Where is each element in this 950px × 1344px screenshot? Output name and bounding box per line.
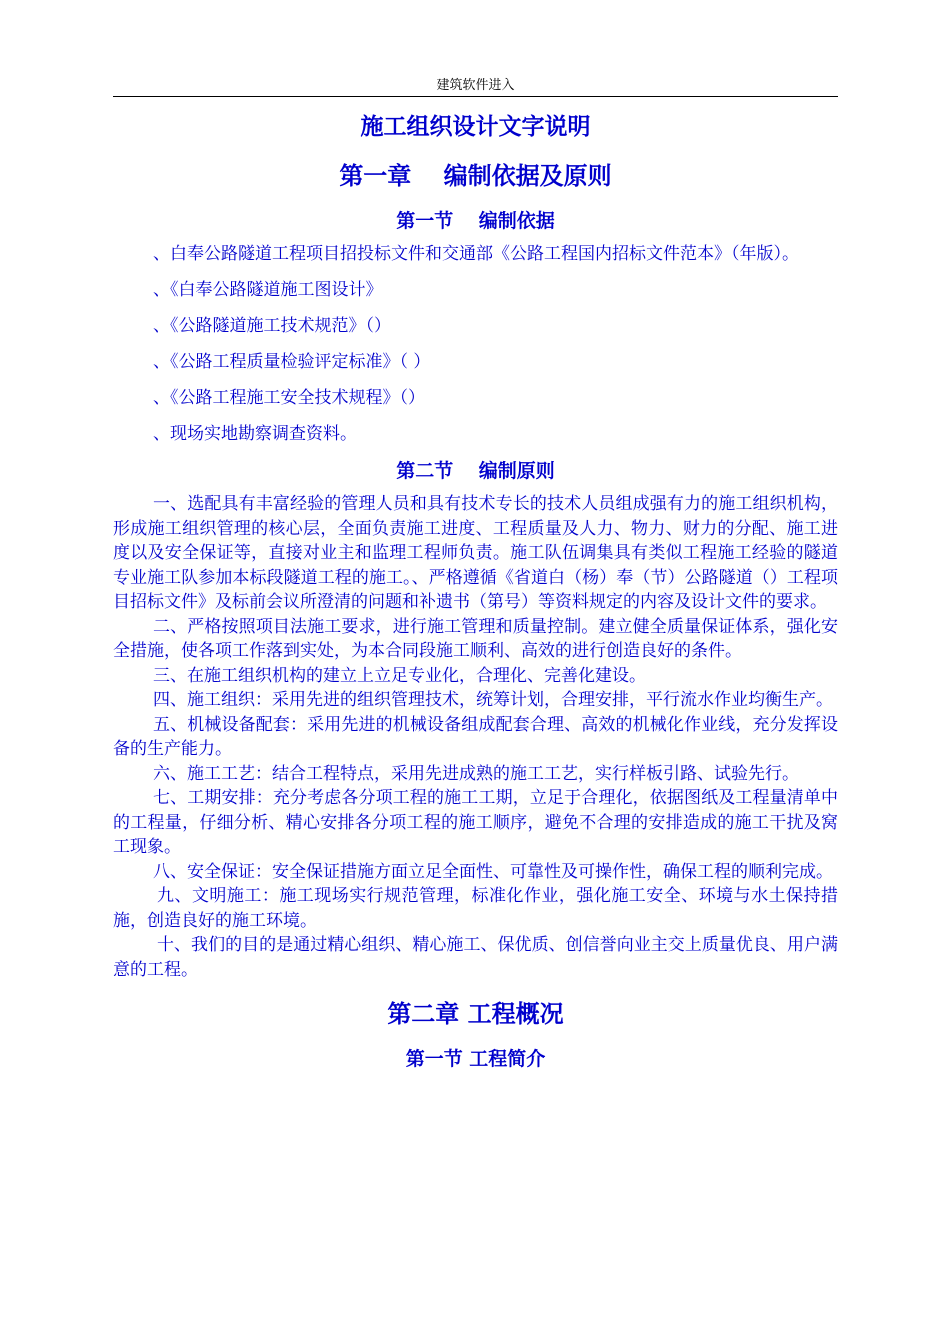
principle-paragraph: 五、机械设备配套：采用先进的机械设备组成配套合理、高效的机械化作业线，充分发挥设备的生产能力。 — [113, 714, 838, 759]
basis-item: 、《公路工程质量检验评定标准》（ ） — [153, 352, 431, 372]
principle-paragraph: 九、文明施工：施工现场实行规范管理，标准化作业，强化施工安全、环境与水土保持措施，创造良好的施工环境。 — [113, 886, 838, 931]
principle-paragraph: 二、严格按照项目法施工要求，进行施工管理和质量控制。建立健全质量保证体系，强化安全措施，使各项工作落到实处，为本合同段施工顺利、高效的进行创造良好的条件。 — [113, 616, 838, 661]
basis-item: 、《公路工程施工安全技术规程》（） — [153, 388, 425, 408]
principle-paragraph: 一、选配具有丰富经验的管理人员和具有技术专长的技术人员组成强有力的施工组织机构，形成施工组织管理的核心层，全面负责施工进度、工程质量及人力、物力、财力的分配、施工进度以及安全保证等，直接对业主和监理工程师负责。施工队伍调集具有类似工程施工经验的隧道专业施工队参加本标段隧道工程的施工。、严格遵循《省道白（杨）奉（节）公路隧道（）工程项目招标文件》及标前会议所澄清的问题和补遗书（第号）等资料规定的内容及设计文件的要求。 — [113, 494, 838, 612]
principle-paragraph: 三、在施工组织机构的建立上立足专业化，合理化、完善化建设。 — [153, 665, 646, 686]
principle-paragraph: 四、施工组织：采用先进的组织管理技术，统筹计划，合理安排，平行流水作业均衡生产。 — [153, 690, 833, 710]
principle-paragraph: 七、工期安排：充分考虑各分项工程的施工工期，立足于合理化，依据图纸及工程量清单中的工程量，仔细分析、精心安排各分项工程的施工顺序，避免不合理的安排造成的施工干扰及窝工现象。 — [113, 788, 838, 857]
basis-item: 、《公路隧道施工技术规范》（） — [153, 316, 391, 336]
chapter-2-section-1-title: 第一节 工程简介 — [405, 1048, 546, 1070]
chapter-2-title: 第二章 工程概况 — [387, 1000, 564, 1028]
basis-item: 、《白奉公路隧道施工图设计》 — [153, 280, 383, 300]
document-body — [113, 110, 838, 1080]
chapter-1-section-1-title: 第一节 编制依据 — [396, 210, 555, 232]
principle-list — [113, 492, 838, 982]
header-rule — [113, 96, 838, 97]
chapter-1-section-2-title: 第二节 编制原则 — [396, 460, 555, 482]
principle-paragraph: 十、我们的目的是通过精心组织、精心施工、保优质、创信誉向业主交上质量优良、用户满意的工程。 — [113, 935, 838, 980]
basis-list — [113, 242, 838, 446]
chapter-1-title: 第一章 编制依据及原则 — [339, 162, 612, 190]
basis-item: 、白奉公路隧道工程项目招投标文件和交通部《公路工程国内招标文件范本》（年版）。 — [153, 244, 799, 264]
chapter-2 — [113, 996, 838, 1074]
principle-paragraph: 六、施工工艺：结合工程特点，采用先进成熟的施工工艺，实行样板引路、试验先行。 — [153, 763, 799, 784]
running-header: 建筑软件进入 — [436, 78, 515, 93]
basis-item: 、现场实地勘察调查资料。 — [153, 424, 357, 444]
principle-paragraph: 八、安全保证：安全保证措施方面立足全面性、可靠性及可操作性，确保工程的顺利完成。 — [153, 861, 833, 882]
document-title: 施工组织设计文字说明 — [360, 114, 591, 140]
